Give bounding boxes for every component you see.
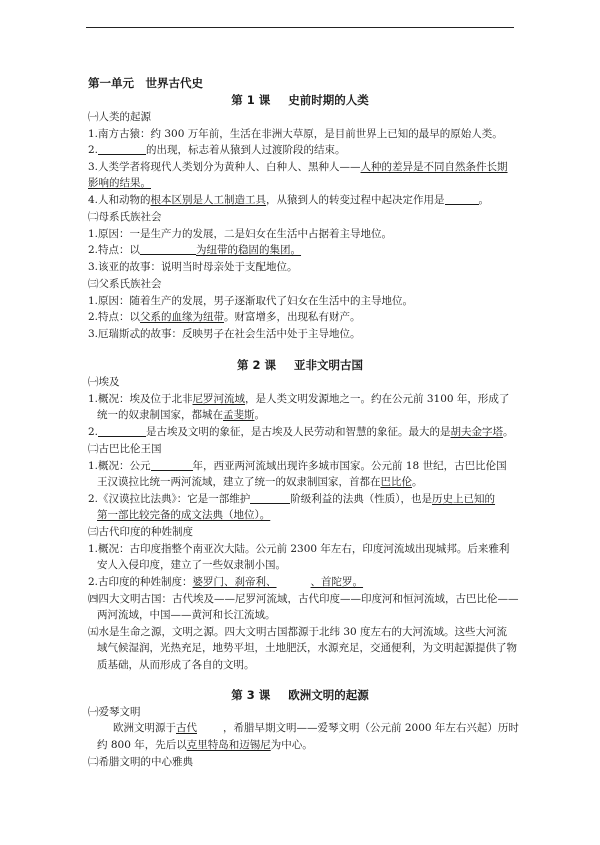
text-line: 3.人类学者将现代人类划分为黄种人、白种人、黑种人——人种的差异是不同自然条件长期	[88, 161, 508, 173]
text-line: 质基础，从而形成了各自的文明。	[97, 659, 255, 671]
text-line	[97, 508, 270, 522]
fill-blank	[445, 193, 479, 205]
text-line: 1.概况：埃及位于北非尼罗河流域，是人类文明发源地之一。约在公元前 3100 年，形成了	[88, 393, 510, 405]
text-line: ㈤水是生命之源，文明之源。四大文明古国都源于北纬 30 度左右的大河流域。这些大河流	[88, 626, 508, 638]
text-line: 3.该亚的故事：说明当时母亲处于支配地位。	[88, 261, 298, 273]
header-rule	[86, 27, 514, 28]
text-line: ㈣四大文明古国：古代埃及——尼罗河流域，古代印度——印度河和恒河流域，古巴比伦——	[88, 593, 519, 605]
section-heading: ㈠埃及	[88, 376, 120, 388]
underlined-answer: 影响的结果。	[88, 177, 151, 189]
fill-blank	[98, 425, 146, 437]
section-heading: ㈡母系氏族社会	[88, 211, 162, 223]
fill-blank	[250, 492, 290, 504]
text-line: 1.南方古猿：约 300 万年前，生活在非洲大草原，是目前世界上已知的最早的原始人类。	[88, 128, 503, 140]
text-line: 1.概况：公元 年，西亚两河流域出现许多城市国家。公元前 18 世纪，古巴比伦国	[88, 460, 507, 472]
lesson-2-title	[0, 357, 600, 373]
text-line	[88, 176, 151, 190]
section-heading: ㈠爱琴文明	[88, 706, 141, 718]
underlined-answer: 尼罗河流域	[192, 393, 246, 405]
text-line: 3.厄瑞斯忒的故事：反映男子在社会生活中处于主导地位。	[88, 328, 361, 340]
text-line: 2. 是古埃及文明的象征，是古埃及人民劳动和智慧的象征。最大的是胡夫金字塔。	[88, 426, 514, 438]
text-line: 1.原因：随着生产的发展，男子逐渐取代了妇女在生活中的主导地位。	[88, 295, 414, 307]
underlined-answer: 克里特岛和迈锡尼	[186, 739, 271, 751]
underlined-answer: 孟斐斯	[223, 409, 255, 421]
underlined-answer: 历史上已知的	[432, 493, 496, 505]
text-line: 4.人和动物的根本区别是人工制造工具，从猿到人的转变过程中起决定作用是 。	[88, 194, 490, 206]
underlined-answer: 巴比伦	[380, 476, 412, 488]
fill-blank	[140, 243, 196, 255]
lesson-3-title	[0, 687, 600, 703]
text-line: 2. 的出现，标志着从猿到人过渡阶段的结束。	[88, 144, 346, 156]
text-line: 约 800 年，先后以克里特岛和迈锡尼为中心。	[97, 739, 313, 751]
text-line: 1.原因：一是生产力的发展，二是妇女在生活中占据着主导地位。	[88, 228, 393, 240]
section-heading: ㈢父系氏族社会	[88, 278, 162, 290]
section-heading: ㈡希腊文明的中心雅典	[88, 756, 193, 768]
text-line: 2.《汉谟拉比法典》：它是一部维护 阶级利益的法典（性质），也是历史上已知的	[88, 493, 496, 505]
text-line: 2.特点：以 为纽带的稳固的集团。	[88, 244, 302, 256]
section-heading: ㈢古代印度的种姓制度	[88, 526, 193, 538]
text-line: 两河流域，中国——黄河和长江流域。	[97, 609, 276, 621]
underlined-answer: 为纽带的稳固的集团。	[196, 244, 302, 256]
fill-blank	[151, 459, 193, 471]
text-line: 王汉谟拉比统一两河流域，建立了统一的奴隶制国家，首都在巴比伦。	[97, 476, 423, 488]
text-line: 2.古印度的种姓制度：婆罗门、刹帝利、 、首陀罗。	[88, 576, 364, 588]
lesson-1-label: 第 1 课	[231, 93, 271, 107]
lesson-3-label: 第 3 课	[231, 688, 271, 702]
text-line: 1.概况：古印度指整个南亚次大陆。公元前 2300 年左右，印度河流域出现城邦。后来雅利	[88, 543, 510, 555]
list-marker: 2.	[88, 144, 99, 156]
text-line: 安人入侵印度，建立了一些奴隶制小国。	[97, 559, 286, 571]
text-line: 欧洲文明源于古代 ，希腊早期文明——爱琴文明（公元前 2000 年左右兴起）历时	[113, 722, 519, 734]
underlined-answer: 根本区别是人工制造工具	[150, 194, 267, 206]
lesson-2-label: 第 2 课	[236, 358, 276, 372]
underlined-answer: 古代	[176, 722, 197, 734]
section-heading: ㈠人类的起源	[88, 111, 151, 123]
unit-title: 第一单元 世界古代史	[88, 76, 203, 90]
lesson-1-title	[0, 92, 600, 108]
underlined-answer: 第一部比较完备的成文法典（地位）。	[97, 509, 271, 521]
lesson-3-name: 欧洲文明的起源	[288, 688, 369, 702]
text-line: 统一的奴隶制国家，都城在孟斐斯。	[97, 409, 265, 421]
underlined-answer: 人种的差异是不同自然条件长期	[360, 161, 508, 173]
underlined-answer: 父系的血缘为纽带	[140, 311, 225, 323]
underlined-answer: 胡夫金字塔	[450, 426, 504, 438]
fill-blank	[98, 143, 146, 155]
underlined-answer: 婆罗门、刹帝利、 、首陀罗。	[192, 576, 364, 588]
section-heading: ㈡古巴比伦王国	[88, 443, 162, 455]
lesson-1-name: 史前时期的人类	[288, 93, 369, 107]
lesson-2-name: 亚非文明古国	[294, 358, 363, 372]
text-line: 2.特点：以父系的血缘为纽带。财富增多，出现私有财产。	[88, 311, 361, 323]
text-line: 域气候湿润，光热充足，地势平坦，土地肥沃，水源充足，交通便利，为文明起源提供了物	[97, 642, 517, 654]
